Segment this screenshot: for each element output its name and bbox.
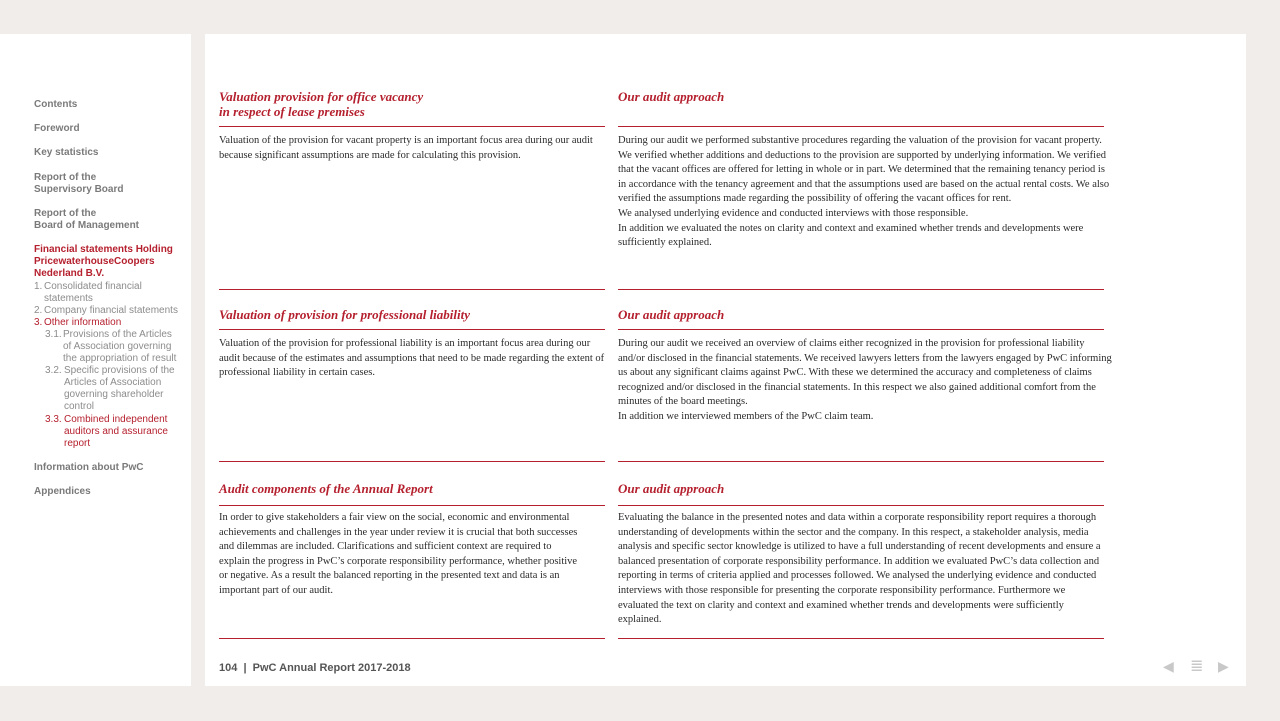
previous-page-icon[interactable]: ◀ [1163,658,1174,674]
nav-sub-appropriation[interactable] [45,329,180,365]
page-content [205,34,1246,686]
approach-text [618,511,1108,628]
divider [219,329,605,330]
nav-sub-number: 3.1. [45,329,62,340]
approach-paragraph: During our audit we received an overview of claims either recognized in the provision for professional liability and/or disclosed in the financial statements. We received lawyers letters from the lawyers engaged by PwC informing us about any significant claims against PwC. With these we determined the accuracy and completeness of claims recognized and/or disclosed in the financial statements. In this respect we also gained additional comfort from the minutes of the board meetings. [618,338,1112,408]
nav-contents[interactable]: Contents [34,99,78,110]
divider [219,505,605,506]
section-heading: Audit components of the Annual Report [219,481,433,496]
approach-paragraph: We analysed underlying evidence and conducted interviews with those responsible. [618,207,969,219]
nav-information-about-pwc[interactable]: Information about PwC [34,462,144,473]
nav-sub-label: Specific provisions of the Articles of Association governing shareholder control [64,365,175,412]
divider [618,505,1104,506]
nav-sub-label: Provisions of the Articles of Association governing the appropriation of result [63,329,177,364]
divider [618,329,1104,330]
nav-sub-label: Other information [44,317,122,328]
nav-board-of-management[interactable]: Report of the Board of Management [34,208,140,231]
divider [618,289,1104,290]
divider [219,638,605,639]
nav-sub-consolidated[interactable] [34,281,174,305]
section-heading: Valuation of provision for professional liability [219,307,471,322]
approach-heading: Our audit approach [618,481,725,496]
nav-appendices[interactable]: Appendices [34,486,91,497]
menu-icon[interactable]: ≣ [1190,658,1204,675]
nav-sub-label: Consolidated financial statements [44,281,142,304]
section-text [219,511,579,599]
nav-sub-number: 3.2. [45,365,62,376]
divider [618,126,1104,127]
nav-sub-number: 2. [34,305,43,316]
section-paragraph: Valuation of the provision for vacant property is an important focus area during our audit because significant assumptions are made for calculating this provision. [219,135,593,161]
nav-sub-number: 1. [34,281,43,292]
divider [618,638,1104,639]
nav-sub-label: Company financial statements [44,305,178,316]
nav-sub-label: Combined independent auditors and assurance report [64,414,168,449]
divider [219,289,605,290]
approach-paragraph: In addition we interviewed members of the PwC claim team. [618,410,874,422]
section-text [219,337,607,381]
nav-sub-company[interactable] [34,305,184,317]
divider [219,461,605,462]
approach-text [618,134,1113,251]
nav-foreword[interactable]: Foreword [34,123,80,134]
approach-heading: Our audit approach [618,307,725,322]
nav-supervisory-board[interactable]: Report of the Supervisory Board [34,172,124,195]
approach-text [618,337,1113,425]
approach-paragraph: During our audit we performed substantive procedures regarding the valuation of the provision for vacant property. We verified whether additions and deductions to the provision are supported by underlying information. We verified that the vacant offices are offered for letting in whole or in part. We determined that the remaining tenancy period is in accordance with the tenancy agreement and that the assumptions used are based on the actual rental costs. We also verified the assumptions made regarding the possibility of offering the vacant offices for rent. [618,135,1110,205]
nav-key-statistics[interactable]: Key statistics [34,147,99,158]
approach-heading: Our audit approach [618,89,725,104]
sidebar [0,34,191,686]
nav-sub-number: 3. [34,317,43,328]
divider [618,461,1104,462]
nav-financial-statements[interactable]: Financial statements Holding PricewaterhouseCoopers Nederland B.V. [34,244,173,279]
approach-paragraph: In addition we evaluated the notes on clarity and context and examined whether trends and developments were sufficiently explained. [618,222,1084,249]
section-heading: Valuation provision for office vacancy in respect of lease premises [219,89,424,119]
section-text [219,134,601,163]
nav-sub-other-information[interactable] [34,317,184,329]
approach-paragraph: Evaluating the balance in the presented notes and data within a corporate responsibility report requires a thorough understanding of developments within the sector and the company. In this respect, a stakeholder analysis, media analysis and specific sector knowledge is utilized to have a full understanding of recent developments and ensure a balanced presentation of corporate responsibility performance. In addition we evaluated PwC’s data collection and reporting in terms of criteria applied and processes followed. We analysed the underlying evidence and conducted interviews with those responsible for presenting the corporate responsibility performance. Furthermore we evaluated the text on clarity and context and examined whether trends and developments were sufficiently explained. [618,512,1101,626]
section-paragraph: Valuation of the provision for professional liability is an important focus area during our audit because of the estimates and assumptions that need to be made regarding the extent of professional liability in certain cases. [219,338,605,379]
section-paragraph: In order to give stakeholders a fair view on the social, economic and environmental achievements and challenges in the year under review it is crucial that both successes and dilemmas are included. Clarifications and sufficient context are required to explain the progress in PwC’s corporate responsibility performance, whether positive or negative. As a result the balanced reporting in the presented text and data is an important part of our audit. [219,512,578,596]
next-page-icon[interactable]: ▶ [1218,658,1229,674]
nav-sub-auditors-report[interactable] [45,414,173,450]
nav-sub-number: 3.3. [45,414,62,425]
divider [219,126,605,127]
nav-sub-shareholder-control[interactable] [45,365,179,413]
page-footer: 104 | PwC Annual Report 2017-2018 [219,662,411,674]
